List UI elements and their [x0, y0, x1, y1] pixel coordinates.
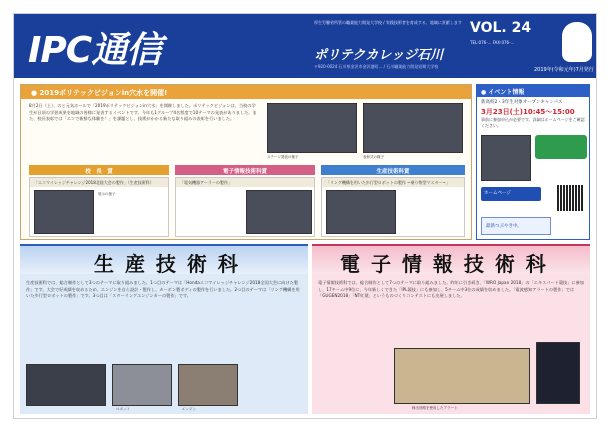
production-title: 生 産 技 術 科 — [94, 252, 240, 276]
electronics-body: 電子情報技術科では、総合制作として7つのテーマに取り組みました。昨年に引き続き、「WRO Japan 2018」の「エキスパート競技」に参加し、17チーム中9位に、今年新しくできた「IPL競技」にも参加し、5チーム中3位の成績を収めました。「電波感知アラートの製作」では「GUGEN2018」「NT紅葉」というものづくりコンテストにも出展しました。 — [318, 280, 584, 299]
newsletter-page — [14, 14, 596, 418]
twitter-link[interactable]: 最新つぶやき中。 — [481, 217, 551, 235]
event-heading: 新高校2・3年生対象オープンキャンパス — [481, 100, 563, 105]
award-tag-principal: 校 長 賞 — [29, 165, 169, 175]
issue-date: 2019年(令和元年)7月発行 — [534, 67, 594, 73]
award-panel — [321, 177, 465, 237]
photo-caption: 検出回路を使用したアラート — [412, 406, 458, 410]
qr-code — [557, 185, 583, 211]
stage-photo — [267, 103, 357, 153]
feature-article — [20, 84, 472, 240]
production-section — [20, 244, 308, 414]
alert-device-photo — [394, 348, 530, 404]
photo-caption: 表彰式の様子 — [363, 155, 384, 159]
newsletter-logo: IPC通信 — [28, 30, 162, 71]
award-photo — [246, 190, 312, 234]
school-name: ポリテクカレッジ石川 — [314, 48, 444, 63]
award-panel — [29, 177, 169, 237]
event-title: ● イベント情報 — [477, 85, 589, 97]
feature-body: 8月2日（土）、のと元気ホールで「2019ポリテックビジョンin穴水」を開催しました。ポリテックビジョンは、当校の学生が日頃の学習成果を地域の皆様に発表するイベントです。今年も1グループ4名程度で10テーマの発表がありました。また、校長表彰では「エコで新鮮な体験を！」を課題とし、技術がかかる新たな取り組みの表彰を行いました。 — [29, 103, 257, 122]
masthead — [14, 14, 596, 78]
award-tag-electronics: 電子情報技術科賞 — [175, 165, 315, 175]
award-panel-title: 「電気機器アーラーの製作」 — [176, 178, 314, 187]
award-panel — [175, 177, 315, 237]
electronics-section — [312, 244, 590, 414]
event-photo — [481, 135, 531, 181]
feature-title: ● 2019ポリテックビジョンin穴水を開催! — [21, 85, 471, 99]
robot-photo — [112, 364, 172, 406]
award-caption: 展示の様子 — [98, 192, 116, 196]
homepage-button[interactable]: ホームページ — [481, 187, 541, 201]
photo-caption: エンジン — [182, 407, 196, 411]
award-photo — [326, 190, 396, 234]
electronics-title: 電 子 情 報 技 術 科 — [340, 252, 548, 276]
award-tag-production: 生産技術科賞 — [321, 165, 465, 175]
volume-number: VOL. 24 — [470, 20, 532, 36]
awards-photo — [363, 103, 463, 153]
contact-info: TEL:076-... FAX:076-... — [470, 40, 515, 45]
photo-caption: ロボット — [116, 407, 130, 411]
masthead-tagline: 厚生労働省所管の職業能力開発大学校 / 実践技術者を育成する、地域に貢献します — [314, 20, 462, 25]
engine-photo — [178, 364, 238, 406]
award-panel-title: 「エコマイレッジチャレンジ2018北陸大会の製作」（生産技術科） — [30, 178, 168, 187]
school-address: 〒920-0024 石川県金沢市金沢港町... / 石川職業能力開発短期大学校 — [314, 64, 439, 69]
award-photo — [34, 190, 94, 234]
award-panel-title: 「リング機構を用いた歩行型ロボットの製作 ~乗り物型マスター~」 — [322, 178, 464, 187]
event-info — [476, 84, 590, 240]
photo-caption: ステージ発表の様子 — [267, 155, 299, 159]
vehicle-photo — [26, 364, 106, 406]
smartphone-photo — [536, 342, 580, 404]
event-date: 3月23日(土)10:45～15:00 — [481, 108, 575, 116]
info-callout — [535, 135, 587, 159]
production-body: 生産技術科では、総合制作として3つのテーマに取り組みました。1つ目のテーマは「Hondaエコマイレッジチャレンジ2018全国大会に向けた製作」です。大会で好成績を収めるため、エンジンを自ら設計・製作し、カーボン製ボディの製作を行いました。2つ目のテーマは「リング機構を用いた歩行型ロボットの製作」です。3つ目は「スターリングエンジンカーの製作」です。 — [26, 280, 300, 299]
mascot-icon — [562, 22, 592, 62]
event-note: 事前に参加申込が必要です。詳細はホームページをご確認ください。 — [481, 117, 585, 128]
